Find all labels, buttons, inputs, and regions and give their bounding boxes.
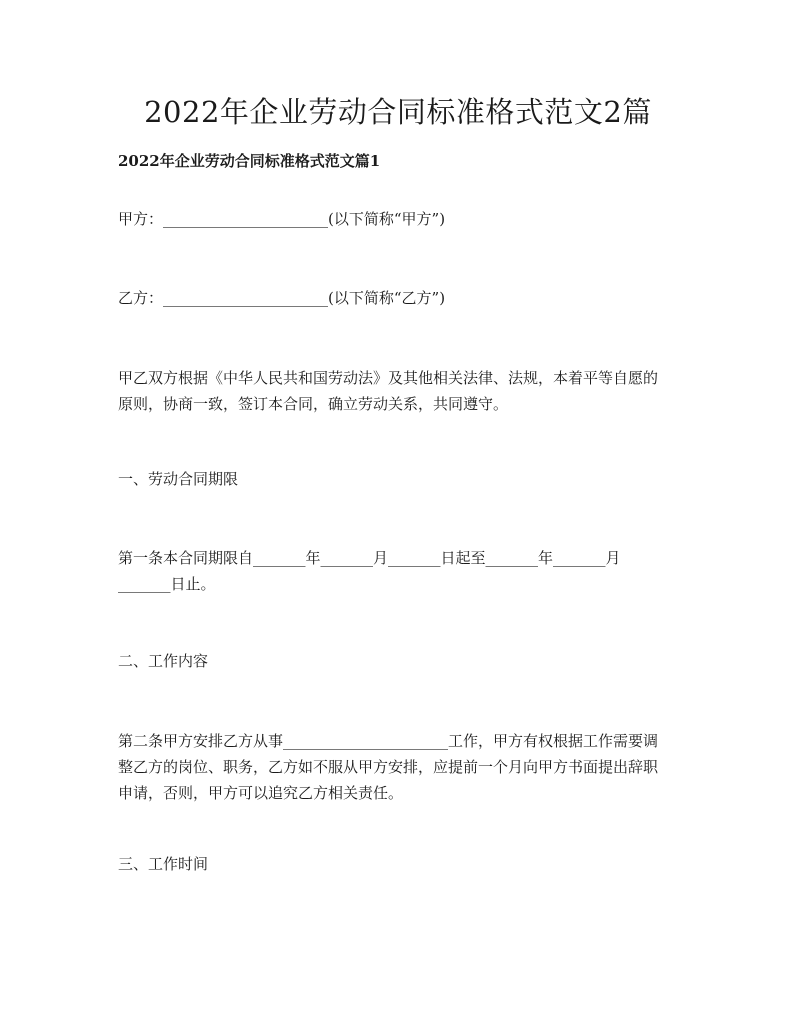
article-1-line-2: _______日止。	[118, 575, 216, 593]
article-1-line-1: 第一条本合同期限自_______年_______月_______日起至_______年_______月	[118, 549, 621, 567]
intro-line-1: 甲乙双方根据《中华人民共和国劳动法》及其他相关法律、法规，本着平等自愿的	[118, 369, 659, 387]
document-subtitle: 2022年企业劳动合同标准格式范文篇1	[118, 152, 381, 170]
section-1-heading: 一、劳动合同期限	[118, 470, 239, 488]
intro-line-2: 原则，协商一致，签订本合同，确立劳动关系，共同遵守。	[118, 395, 509, 413]
article-2-line-2: 整乙方的岗位、职务，乙方如不服从甲方安排，应提前一个月向甲方书面提出辞职	[118, 758, 659, 776]
section-3-heading: 三、工作时间	[118, 855, 209, 873]
party-a-line: 甲方：______________________(以下简称“甲方”)	[118, 210, 446, 228]
article-2-line-3: 申请，否则，甲方可以追究乙方相关责任。	[118, 784, 404, 802]
article-2-line-1: 第二条甲方安排乙方从事______________________工作，甲方有权根据工作需要调	[118, 732, 659, 750]
section-2-heading: 二、工作内容	[118, 652, 209, 670]
party-b-line: 乙方：______________________(以下简称“乙方”)	[118, 289, 446, 307]
document-title: 2022年企业劳动合同标准格式范文2篇	[144, 95, 652, 129]
